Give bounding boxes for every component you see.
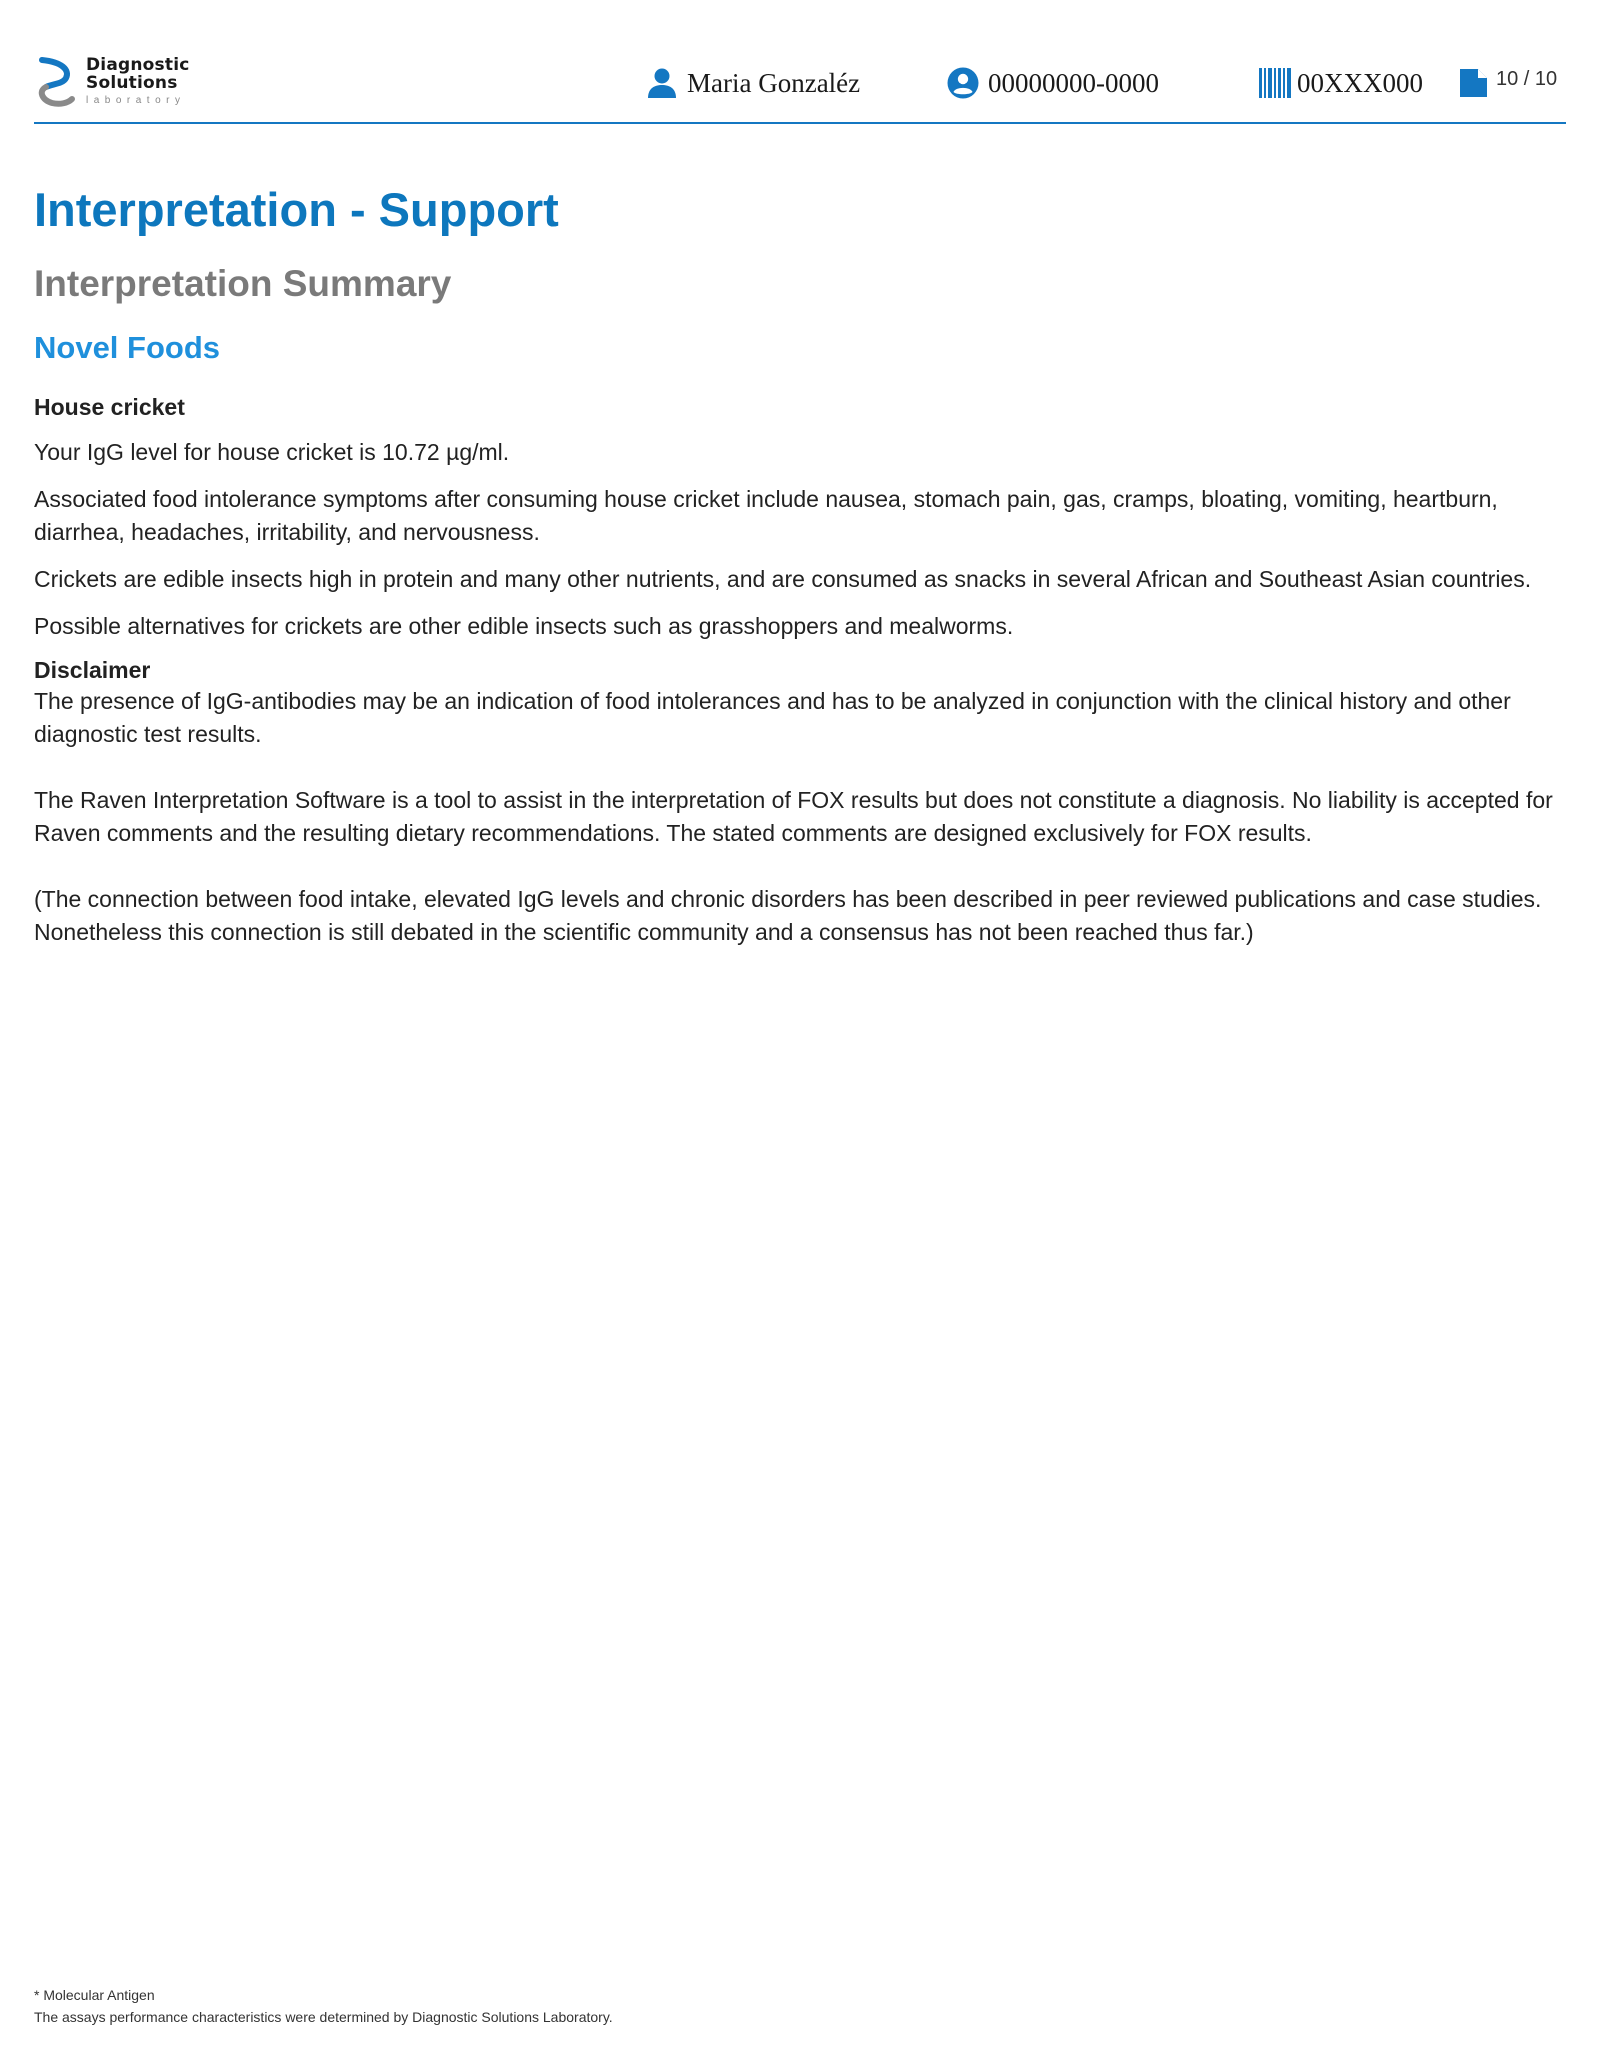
- disclaimer-title: Disclaimer: [34, 657, 151, 683]
- symptoms-text: Associated food intolerance symptoms after consuming house cricket include nausea, stomach pain, gas, cramps, bloating, vomiting, heartburn, diarrhea, headaches, irritability, and nervousness.: [34, 486, 1498, 545]
- barcode-field: [1259, 66, 1423, 100]
- barcode-value: 00XXX000: [1297, 68, 1423, 98]
- page-number-field: [1458, 66, 1557, 100]
- document-icon: [1458, 68, 1488, 98]
- description-text: Crickets are edible insects high in protein and many other nutrients, and are consumed as snacks in several African and Southeast Asian countries.: [34, 566, 1532, 592]
- alternatives-text: Possible alternatives for crickets are other edible insects such as grasshoppers and mealworms.: [34, 613, 1014, 639]
- main-content: [34, 180, 1574, 982]
- person-icon: [646, 67, 678, 99]
- logo-mark-icon: [36, 56, 76, 110]
- account-circle-icon: [947, 67, 979, 99]
- igg-level-text: Your IgG level for house cricket is 10.72 µg/ml.: [34, 439, 510, 465]
- barcode-icon: [1259, 68, 1291, 98]
- logo-text-solutions: Solutions: [86, 73, 178, 93]
- page-number: 10 / 10: [1496, 67, 1558, 90]
- company-logo: [36, 54, 236, 112]
- disclaimer-section: [34, 655, 1574, 949]
- patient-id: 00000000-0000: [988, 68, 1159, 98]
- logo-text-laboratory: laboratory: [86, 95, 186, 106]
- disclaimer-paragraph: (The connection between food intake, elevated IgG levels and chronic disorders has been described in peer reviewed publications and case studies. Nonetheless this connection is still debated in the scientific community and a consensus has not been reached thus far.): [34, 886, 1542, 945]
- patient-id-field: [947, 66, 1159, 100]
- food-item-house-cricket: [34, 392, 1574, 643]
- page-header: [34, 50, 1566, 124]
- patient-name-field: [646, 66, 860, 100]
- section-title: Interpretation Summary: [34, 263, 452, 304]
- logo-text-diagnostic: Diagnostic: [86, 55, 190, 75]
- patient-name: Maria Gonzaléz: [687, 68, 861, 98]
- disclaimer-paragraph: The Raven Interpretation Software is a tool to assist in the interpretation of FOX results but does not constitute a diagnosis. No liability is accepted for Raven comments and the resulting dietary recommendations. The stated comments are designed exclusively for FOX results.: [34, 787, 1553, 846]
- footer-statement: The assays performance characteristics were determined by Diagnostic Solutions Laboratory.: [34, 2009, 613, 2025]
- footer-note: * Molecular Antigen: [34, 1987, 155, 2003]
- page-footer: [34, 1984, 1574, 2028]
- page-title: Interpretation - Support: [34, 183, 559, 236]
- food-item-title: House cricket: [34, 394, 185, 420]
- category-title: Novel Foods: [34, 330, 221, 365]
- disclaimer-paragraph: The presence of IgG-antibodies may be an indication of food intolerances and has to be analyzed in conjunction with the clinical history and other diagnostic test results.: [34, 688, 1511, 747]
